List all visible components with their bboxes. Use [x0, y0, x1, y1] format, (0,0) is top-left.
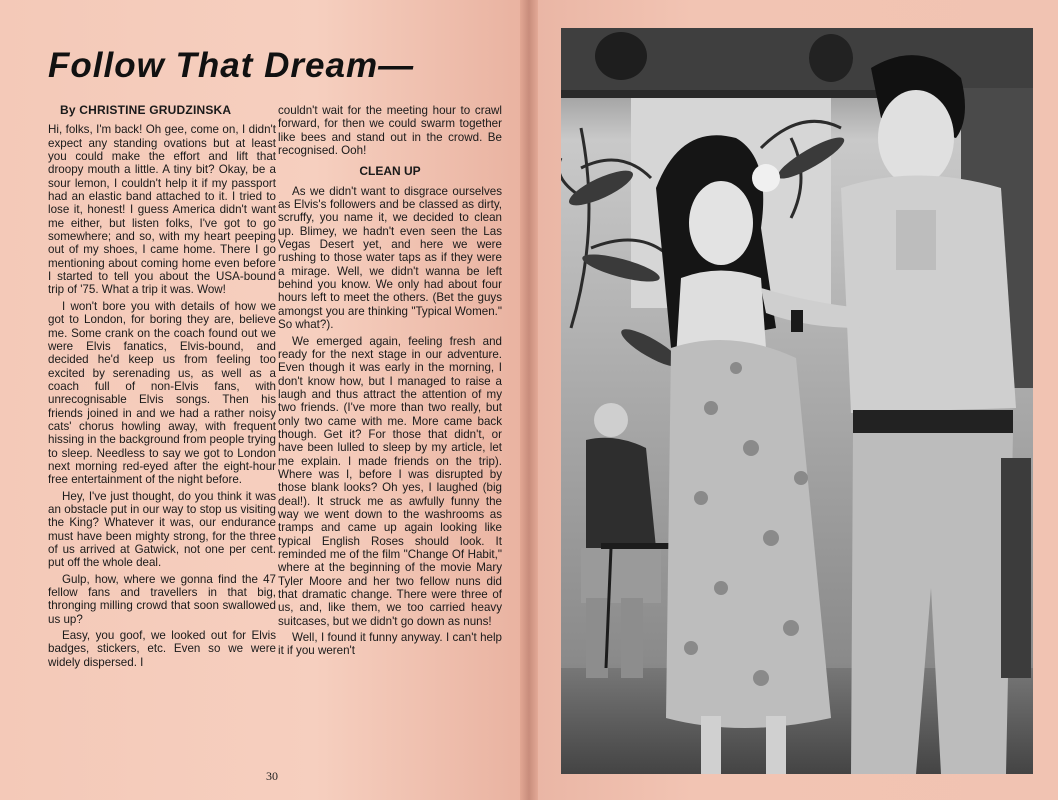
paragraph: We emerged again, feeling fresh and ready for the next stage in our adventure. Even though it was early in the morning, I don't know how, but I managed to raise a laugh and thus attract the attention of my two friends. (I've more than two really, but only two came with me. More came back though. Get it? For those that didn't, or have been lulled to sleep by my article, let me explain. I made friends on the trip). Where was I, before I was disrupted by those blank looks? Oh yes, I laughed (big deal!). It struck me as awfully funny the way we went down to the washrooms as tramps and came up again looking like typical English Roses should look. It reminded me of the film "Change Of Habit," where at the beginning of the movie Mary Tyler Moore and her two fellow nuns did that dramatic change. There were three of us, and, like them, we too carried heavy suitcases, but we didn't go down as nuns!: [278, 334, 502, 628]
paragraph: Easy, you goof, we looked out for Elvis badges, stickers, etc. Even so we were widely dispersed. I: [48, 629, 276, 669]
text-column-1: [48, 104, 276, 669]
text-column-2: [278, 104, 502, 658]
paragraph: Hi, folks, I'm back! Oh gee, come on, I didn't expect any standing ovations but at least you could make the effort and lift that droopy mouth a little. A tiny bit? Okay, be a sour lemon, I couldn't help it if my passport had an elastic band attached to it. I tried to lose it, honest! I guess America didn't want me either, but listen folks, I've got to go somewhere; and so, with my heart peeping out of my shoes, I came home. There I go mentioning about coming home even before I started to tell you about the USA-bound trip of '75. What a trip it was. Wow!: [48, 123, 276, 297]
paragraph: I won't bore you with details of how we got to London, for boring they are, believe me. Some crank on the coach found out we were Elvis fanatics, Elvis-bound, and decided he'd keep us from feeling too excited by serenading us, as well as a coach full of non-Elvis fans, with unrecognisable Elvis songs. Then his friends joined in and we had a rather noisy cats' chorus howling away, with frequent hissing in the background from people trying to sleep. Needless to say we got to London next morning red-eyed after the eight-hour free entertainment of the night before.: [48, 299, 276, 487]
page-number: 30: [266, 769, 278, 783]
paragraph: Well, I found it funny anyway. I can't help it if you weren't: [278, 631, 502, 658]
paragraph: Gulp, how, where we gonna find the 47 fellow fans and travellers in that big, thronging milling crowd that soon swallowed us up?: [48, 572, 276, 626]
subheading: CLEAN UP: [359, 164, 421, 179]
paragraph: Hey, I've just thought, do you think it was an obstacle put in our way to stop us visiting the King? Whatever it was, our endurance must have been mighty strong, for the three of us arrived at Gatwick, not one per cent. put off the whole deal.: [48, 489, 276, 570]
left-page: [0, 0, 527, 800]
byline: By CHRISTINE GRUDZINSKA: [60, 103, 232, 117]
paragraph: couldn't wait for the meeting hour to crawl forward, for then we could swarm together like bees and stand out in the crowd. Be recognised. Ooh!: [278, 104, 502, 158]
article-headline: Follow That Dream—: [48, 46, 415, 85]
film-still-photo: [561, 28, 1033, 774]
gutter: [520, 0, 538, 800]
paragraph: As we didn't want to disgrace ourselves as Elvis's followers and be classed as dirty, scruffy, you name it, we decided to clean up. Blimey, we hadn't even seen the Las Vegas Desert yet, and here we were rushing to those water taps as if they were a mirage. Well, we didn't wanna be left behind you know. We only had about four hours left to meet the others. (Bet the guys amongst you are thinking "Typical Women." So what?).: [278, 184, 502, 332]
